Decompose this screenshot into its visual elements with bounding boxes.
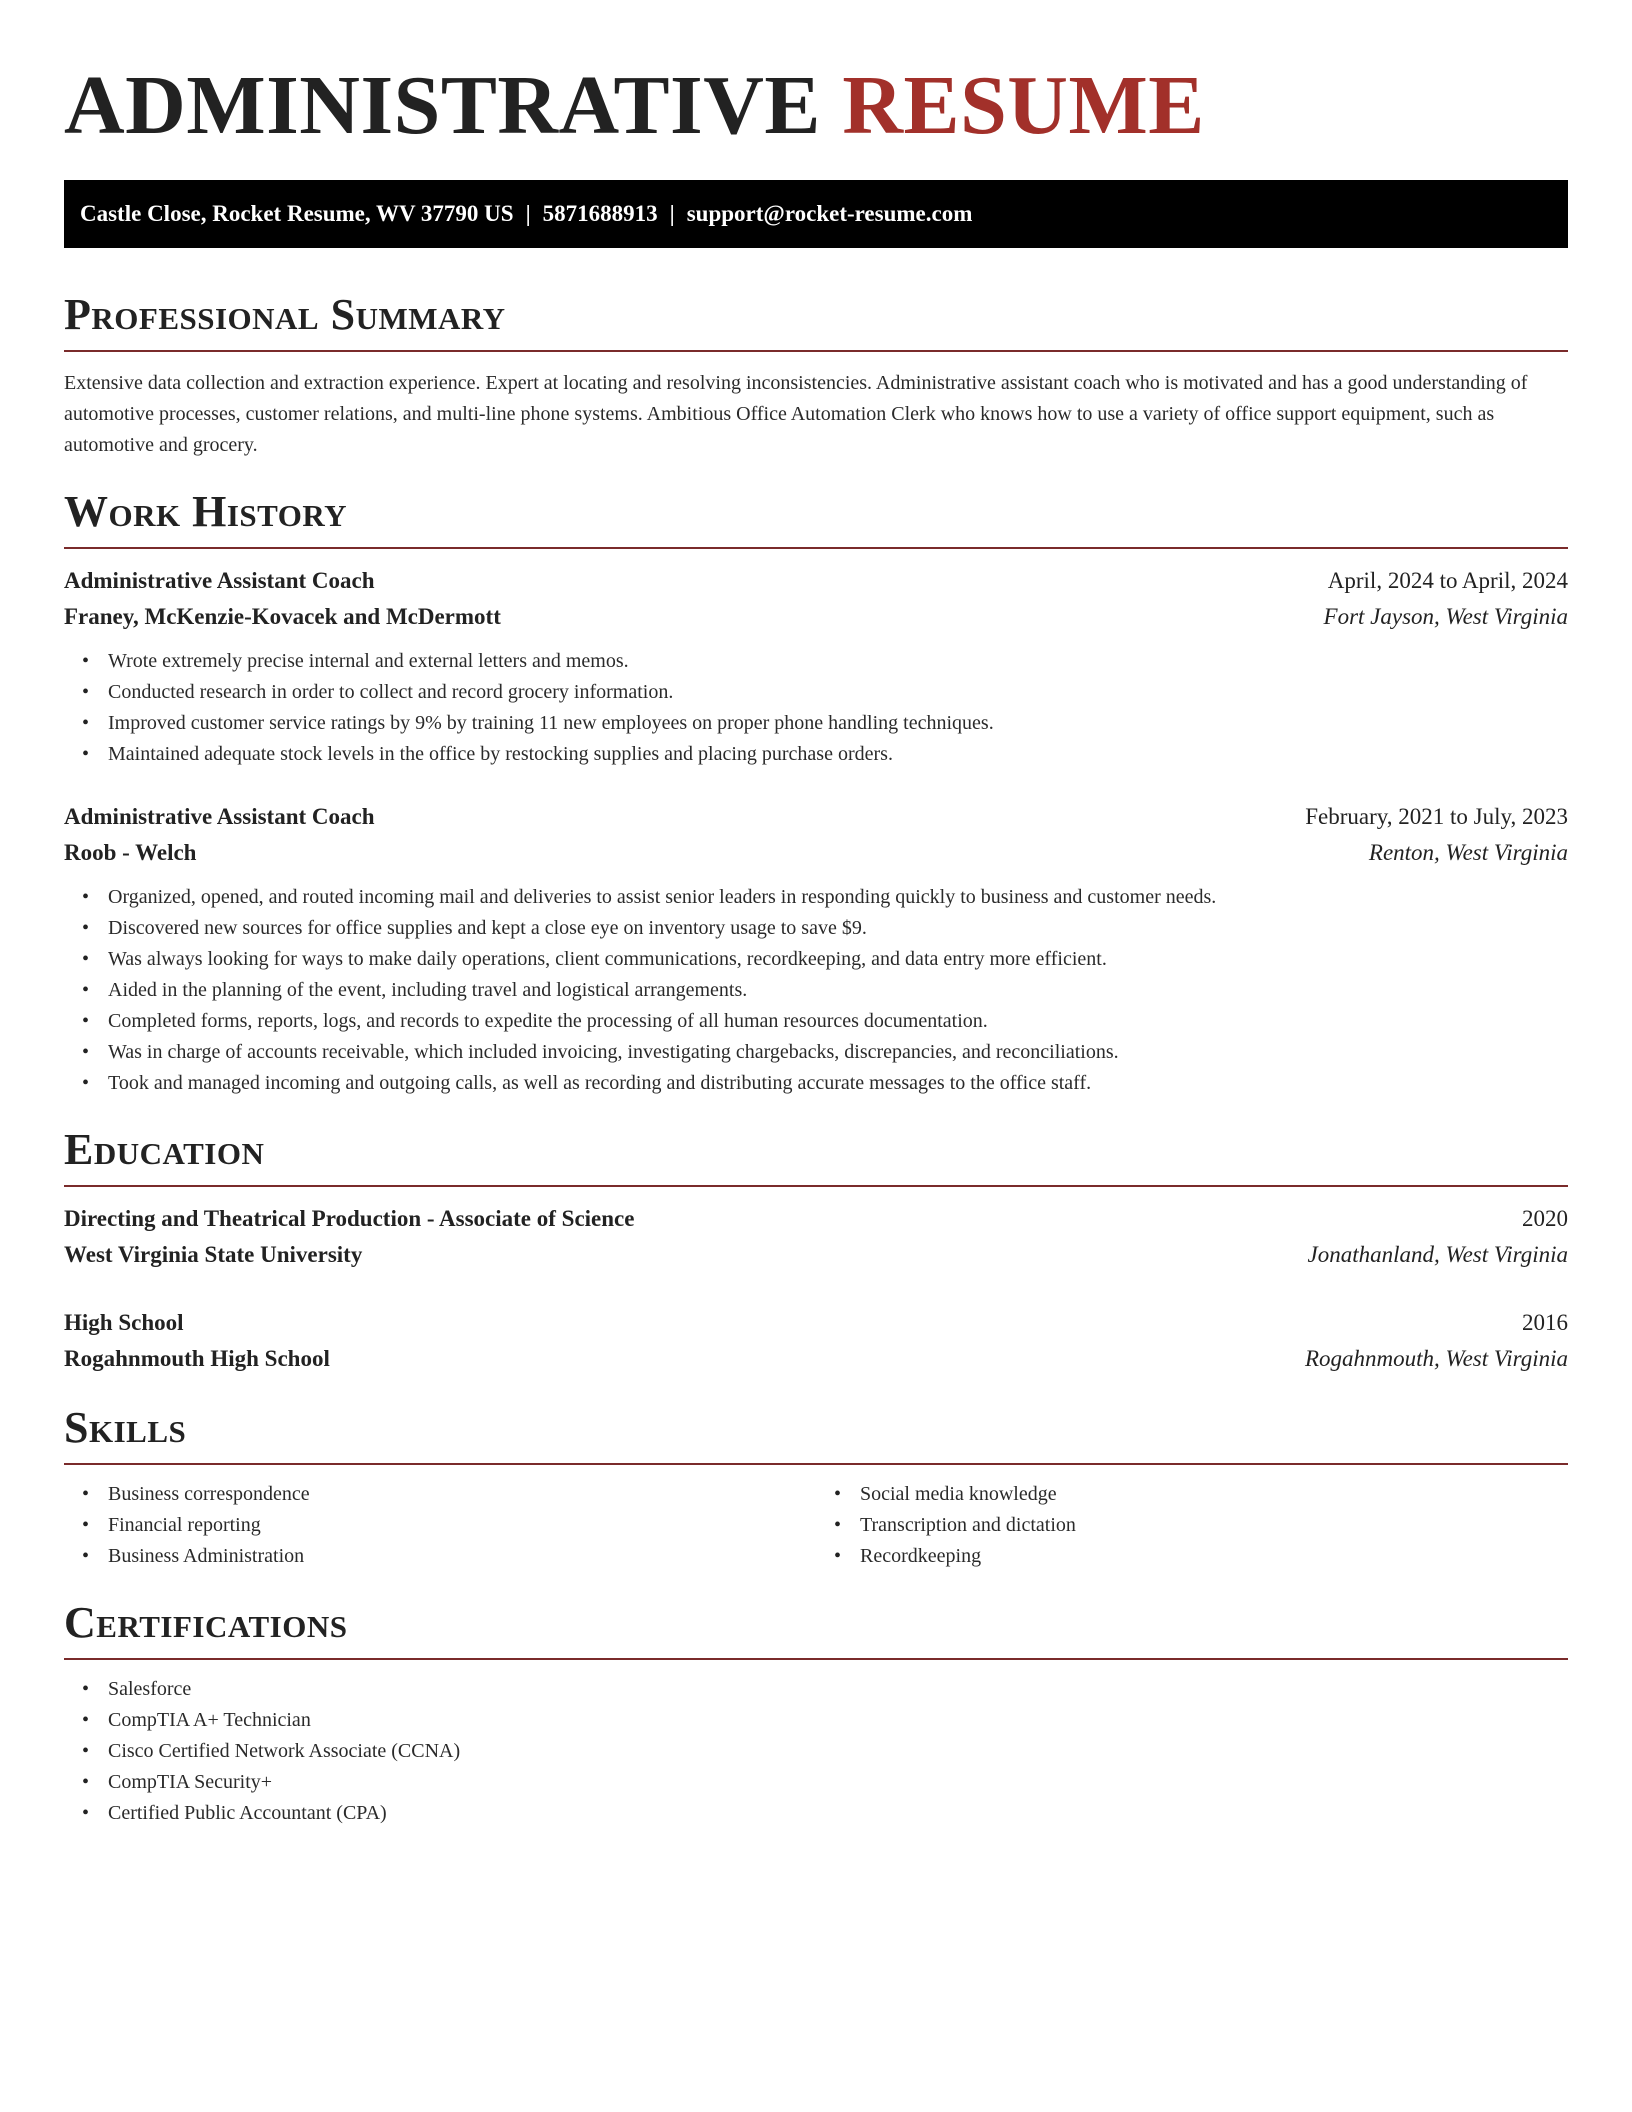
resume-page (64, 0, 1568, 1829)
job-company-row (64, 835, 1568, 871)
list-item: • Took and managed incoming and outgoing calls, as well as recording and distributing accurate messages to the office staff. (108, 1068, 1568, 1099)
section-heading-skills: Skills (64, 1403, 187, 1452)
summary-section (64, 290, 1568, 461)
title-main: ADMINISTRATIVE (64, 59, 821, 152)
job-duties-list (64, 882, 1568, 1099)
job-dates: February, 2021 to July, 2023 (1305, 804, 1568, 829)
job-duties-list (64, 646, 1568, 770)
job-title: Administrative Assistant Coach (64, 568, 375, 593)
contact-separator: | (669, 201, 675, 226)
list-item: • Cisco Certified Network Associate (CCNA) (108, 1736, 1568, 1767)
list-item: • Wrote extremely precise internal and external letters and memos. (108, 646, 1568, 677)
job-header-row (64, 799, 1568, 835)
job-entry (64, 799, 1568, 1099)
list-item: • Improved customer service ratings by 9% by training 11 new employees on proper phone handling techniques. (108, 708, 1568, 739)
education-section (64, 1125, 1568, 1377)
education-degree: Directing and Theatrical Production - Associate of Science (64, 1206, 635, 1231)
list-item: • CompTIA Security+ (108, 1767, 1568, 1798)
education-school-row (64, 1237, 1568, 1273)
section-divider (64, 350, 1568, 352)
resume-title (64, 58, 1568, 154)
list-item: • Was always looking for ways to make daily operations, client communications, recordkeeping, and data entry more efficient. (108, 944, 1568, 975)
education-location: Rogahnmouth, West Virginia (1304, 1346, 1568, 1371)
job-entry (64, 563, 1568, 770)
section-heading-certifications: Certifications (64, 1598, 348, 1647)
education-school: West Virginia State University (64, 1242, 363, 1267)
job-header-row (64, 563, 1568, 599)
list-item: • Was in charge of accounts receivable, which included invoicing, investigating chargebacks, discrepancies, and reconciliations. (108, 1037, 1568, 1068)
list-item: • Completed forms, reports, logs, and records to expedite the processing of all human resources documentation. (108, 1006, 1568, 1037)
job-location: Fort Jayson, West Virginia (1323, 604, 1568, 629)
certifications-section (64, 1598, 1568, 1829)
list-item: • Conducted research in order to collect and record grocery information. (108, 677, 1568, 708)
list-item: • Social media knowledge (860, 1479, 1568, 1510)
list-item: • Certified Public Accountant (CPA) (108, 1798, 1568, 1829)
education-school-row (64, 1341, 1568, 1377)
list-item: • Salesforce (108, 1674, 1568, 1705)
list-item: • Discovered new sources for office supplies and kept a close eye on inventory usage to save $9. (108, 913, 1568, 944)
education-school: Rogahnmouth High School (64, 1346, 330, 1371)
list-item: • Organized, opened, and routed incoming mail and deliveries to assist senior leaders in responding quickly to business and customer needs. (108, 882, 1568, 913)
list-item: • Recordkeeping (860, 1541, 1568, 1572)
list-item: • Transcription and dictation (860, 1510, 1568, 1541)
section-heading-summary: Professional Summary (64, 290, 506, 339)
contact-address: Castle Close, Rocket Resume, WV 37790 US (80, 201, 514, 226)
section-divider (64, 1658, 1568, 1660)
education-location: Jonathanland, West Virginia (1307, 1242, 1568, 1267)
section-divider (64, 1463, 1568, 1465)
job-location: Renton, West Virginia (1368, 840, 1568, 865)
contact-email[interactable]: support@rocket-resume.com (686, 201, 973, 226)
list-item: • Business Administration (108, 1541, 816, 1572)
education-degree-row (64, 1305, 1568, 1341)
section-divider (64, 547, 1568, 549)
education-year: 2020 (1522, 1206, 1568, 1231)
skills-list-right (816, 1479, 1568, 1572)
job-company: Roob - Welch (64, 840, 197, 865)
job-title: Administrative Assistant Coach (64, 804, 375, 829)
education-entry (64, 1201, 1568, 1273)
education-degree: High School (64, 1310, 184, 1335)
job-company-row (64, 599, 1568, 635)
education-year: 2016 (1522, 1310, 1568, 1335)
title-accent: RESUME (842, 59, 1205, 152)
list-item: • Business correspondence (108, 1479, 816, 1510)
contact-phone[interactable]: 5871688913 (542, 201, 658, 226)
education-entry (64, 1305, 1568, 1377)
skills-grid (64, 1479, 1568, 1572)
work-section (64, 487, 1568, 1099)
job-company: Franey, McKenzie-Kovacek and McDermott (64, 604, 501, 629)
certifications-list (64, 1674, 1568, 1829)
job-dates: April, 2024 to April, 2024 (1327, 568, 1568, 593)
section-heading-education: Education (64, 1125, 265, 1174)
skills-list-left (64, 1479, 816, 1572)
summary-text: Extensive data collection and extraction experience. Expert at locating and resolving inconsistencies. Administrative assistant coach who is motivated and has a good understanding of automotive processes, customer relations, and multi-line phone systems. Ambitious Office Automation Clerk who knows how to use a variety of office support equipment, such as automotive and grocery. (64, 372, 1528, 456)
list-item: • Aided in the planning of the event, including travel and logistical arrangements. (108, 975, 1568, 1006)
contact-bar (64, 180, 1568, 248)
contact-separator: | (525, 201, 531, 226)
section-heading-work: Work History (64, 487, 348, 536)
section-divider (64, 1185, 1568, 1187)
skills-section (64, 1403, 1568, 1572)
list-item: • Maintained adequate stock levels in the office by restocking supplies and placing purchase orders. (108, 739, 1568, 770)
education-degree-row (64, 1201, 1568, 1237)
list-item: • Financial reporting (108, 1510, 816, 1541)
list-item: • CompTIA A+ Technician (108, 1705, 1568, 1736)
